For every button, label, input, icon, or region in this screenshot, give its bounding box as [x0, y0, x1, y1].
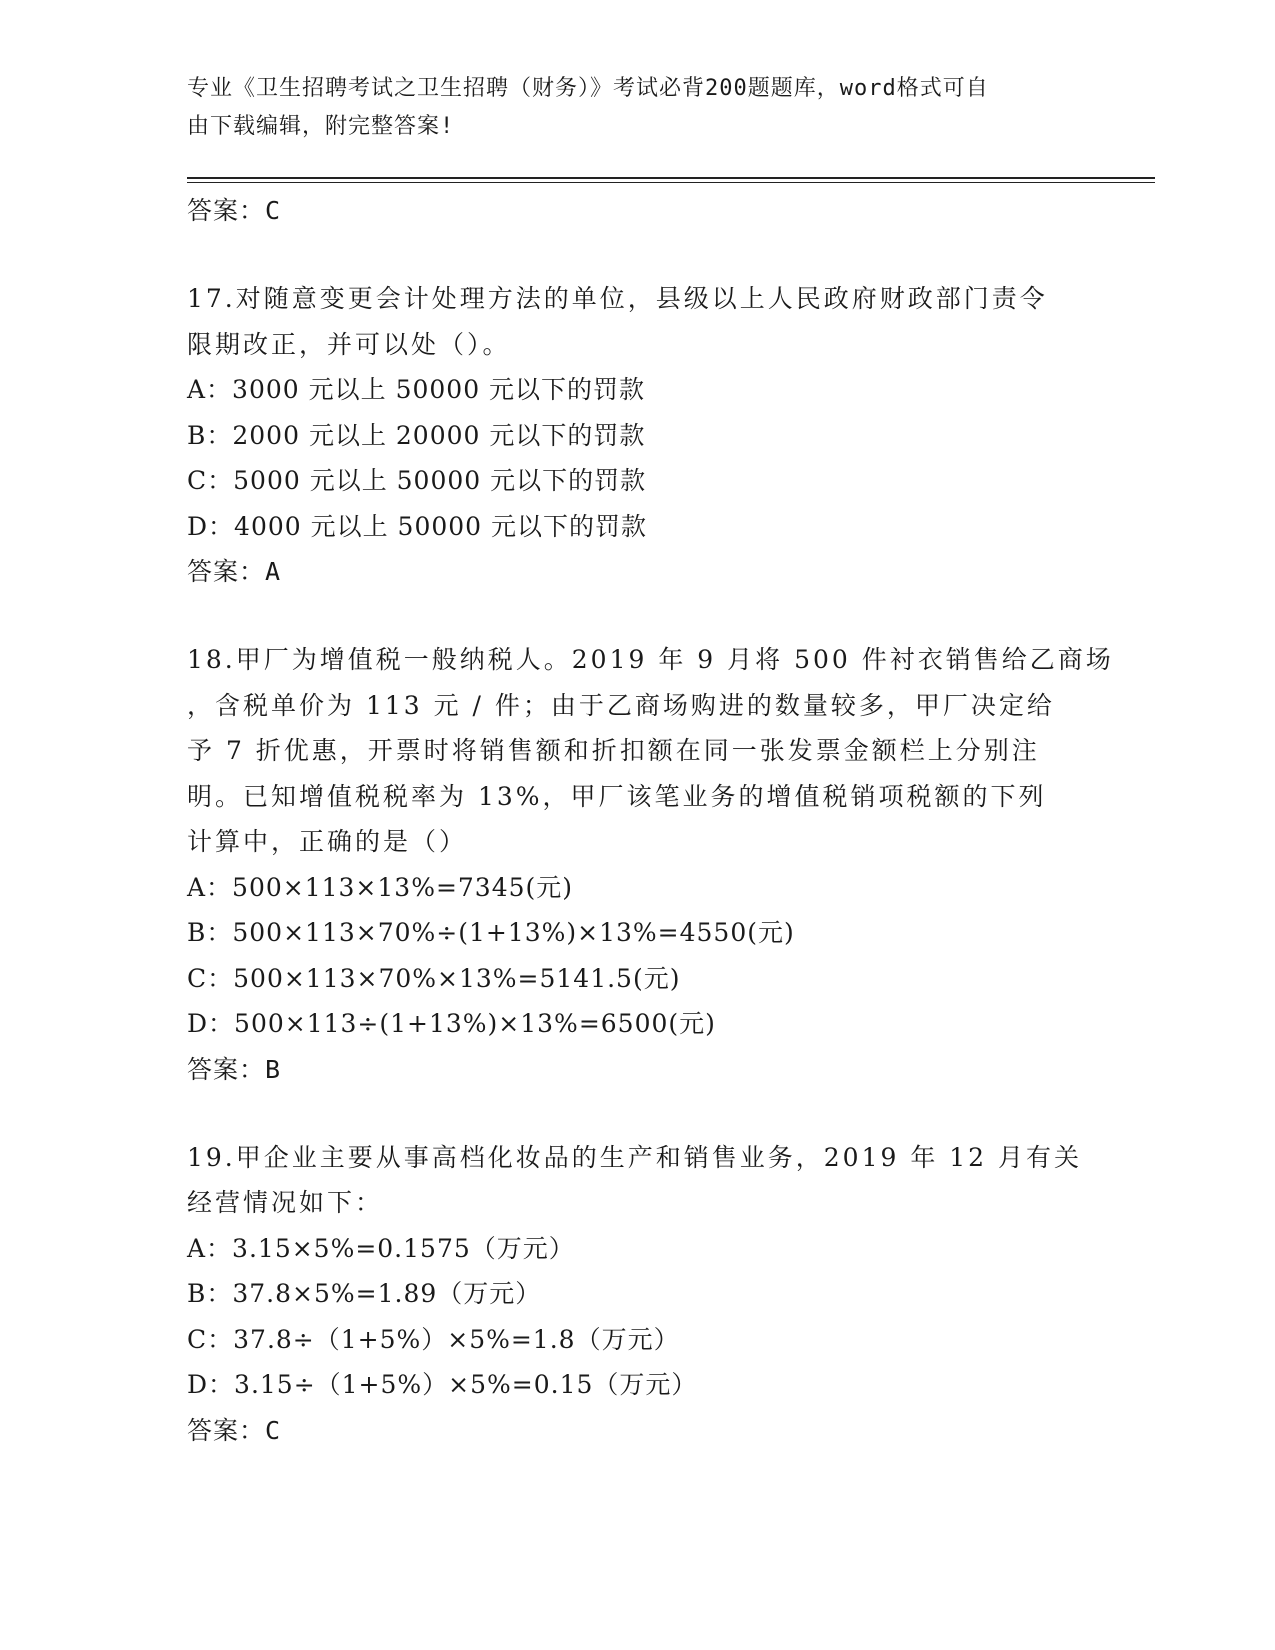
header-line-1: 专业《卫生招聘考试之卫生招聘（财务）》考试必背200题题库，word格式可自	[187, 76, 989, 101]
page-header	[187, 70, 1067, 146]
question-block	[187, 637, 1114, 1093]
answer-line: 答案：B	[187, 1054, 282, 1084]
option-c: C：37.8÷（1+5%）×5%=1.8（万元）	[187, 1324, 680, 1354]
header-line-2: 由下载编辑，附完整答案!	[187, 114, 455, 139]
option-b: B：500×113×70%÷(1+13%)×13%=4550(元)	[187, 918, 795, 947]
question-text-line: 18.甲厂为增值税一般纳税人。2019 年 9 月将 500 件衬衣销售给乙商场	[187, 645, 1114, 674]
option-c: C：500×113×70%×13%=5141.5(元)	[187, 963, 681, 993]
option-b: B：2000 元以上 20000 元以下的罚款	[187, 420, 646, 450]
option-a: A：500×113×13%=7345(元)	[187, 872, 574, 902]
answer-line: 答案：C	[187, 1415, 282, 1445]
option-a: A：3000 元以上 50000 元以下的罚款	[187, 375, 646, 404]
question-text-line: 限期改正，并可以处（）。	[187, 329, 511, 359]
question-text-line: ，含税单价为 113 元 / 件；由于乙商场购进的数量较多，甲厂决定给	[187, 690, 1055, 720]
question-text-line: 19.甲企业主要从事高档化妆品的生产和销售业务，2019 年 12 月有关	[187, 1142, 1083, 1172]
question-text-line: 经营情况如下：	[187, 1188, 384, 1217]
previous-answer: 答案：C	[187, 196, 282, 225]
question-block	[187, 276, 1087, 595]
answer-line: 答案：A	[187, 557, 282, 586]
option-d: D：4000 元以上 50000 元以下的罚款	[187, 511, 648, 541]
option-b: B：37.8×5%=1.89（万元）	[187, 1279, 542, 1308]
question-text-line: 明。已知增值税税率为 13%，甲厂该笔业务的增值税销项税额的下列	[187, 781, 1047, 811]
option-a: A：3.15×5%=0.1575（万元）	[187, 1233, 575, 1263]
header-divider	[187, 177, 1155, 179]
question-block	[187, 1135, 1087, 1454]
question-text-line: 予 7 折优惠，开票时将销售额和折扣额在同一张发票金额栏上分别注	[187, 736, 1040, 765]
question-list	[187, 188, 1114, 1454]
option-c: C：5000 元以上 50000 元以下的罚款	[187, 466, 647, 495]
question-text-line: 计算中，正确的是（）	[187, 827, 468, 856]
option-d: D：500×113÷(1+13%)×13%=6500(元)	[187, 1009, 716, 1038]
header-divider-thin	[187, 182, 1155, 183]
option-d: D：3.15÷（1+5%）×5%=0.15（万元）	[187, 1370, 698, 1399]
question-text-line: 17.对随意变更会计处理方法的单位，县级以上人民政府财政部门责令	[187, 284, 1048, 313]
